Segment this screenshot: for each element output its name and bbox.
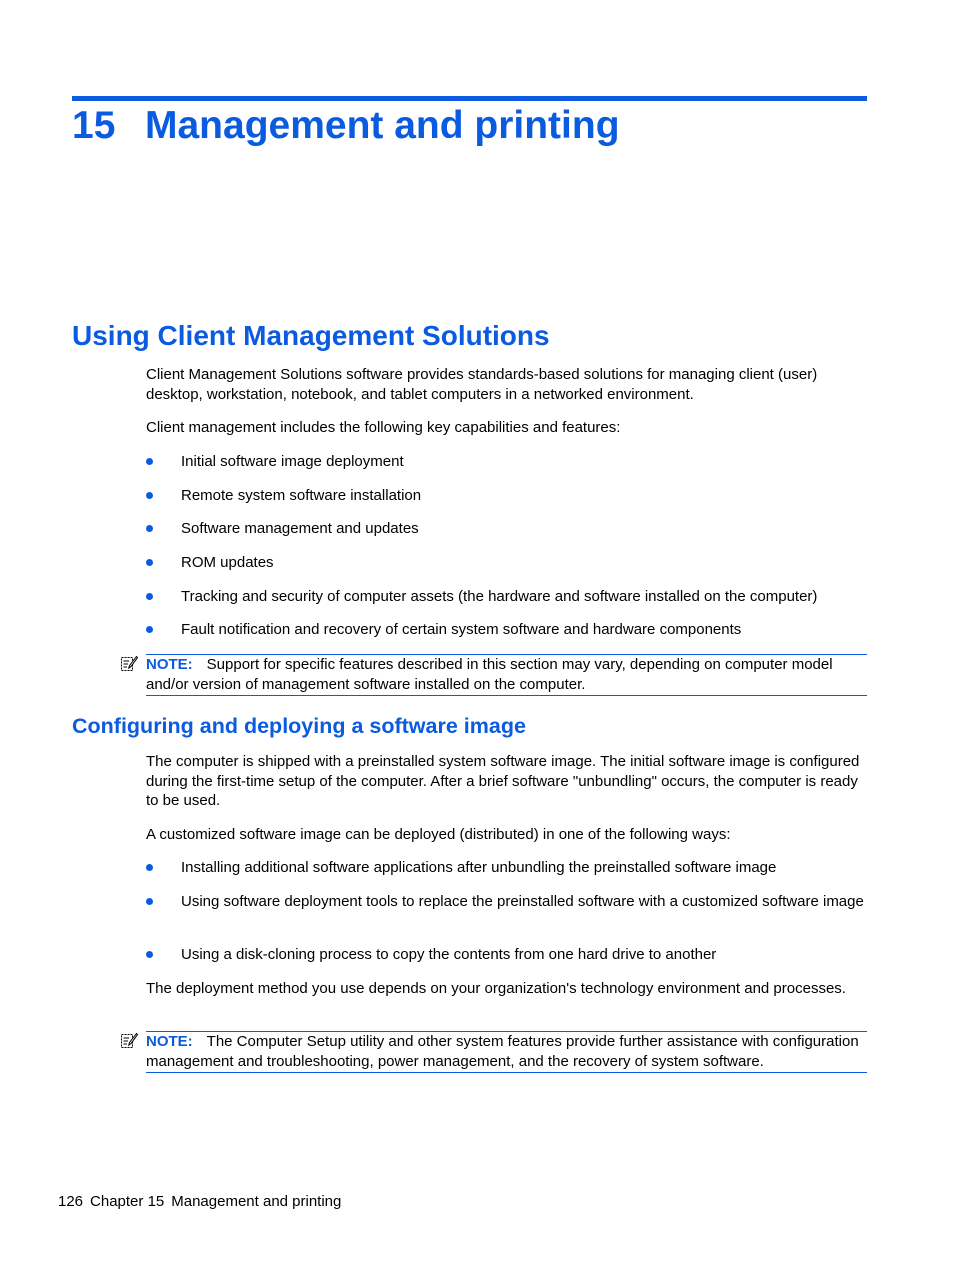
page-number: 126 bbox=[58, 1193, 84, 1210]
bullet-dot bbox=[146, 458, 153, 465]
section2-paragraph-3: The deployment method you use depends on your organization's technology environment and processes. bbox=[146, 980, 846, 997]
bullet-dot bbox=[146, 898, 153, 905]
section-heading-configuring: Configuring and deploying a software image bbox=[72, 714, 526, 738]
list-item: Software management and updates bbox=[146, 519, 870, 539]
section2-paragraph-1: The computer is shipped with a preinstalled system software image. The initial software image is configured during the first-time setup of the computer. After a brief software "unbundling" occurs, the computer is ready to be used. bbox=[146, 753, 860, 810]
chapter-number: 15 bbox=[72, 104, 116, 147]
list-item: Fault notification and recovery of certain system software and hardware components bbox=[146, 620, 870, 640]
list-item: Using software deployment tools to replace the preinstalled software with a customized software image bbox=[146, 892, 870, 912]
list-item: Installing additional software applications after unbundling the preinstalled software image bbox=[146, 858, 870, 878]
footer-chapter-title: Management and printing bbox=[171, 1193, 342, 1210]
section1-paragraph-2: Client management includes the following key capabilities and features: bbox=[146, 419, 621, 436]
chapter-title-text: Management and printing bbox=[145, 104, 620, 147]
bullet-dot bbox=[146, 626, 153, 633]
list-item: ROM updates bbox=[146, 553, 870, 573]
note-box bbox=[146, 1031, 867, 1073]
note-pencil-icon bbox=[120, 655, 138, 673]
note-text: Support for specific features described in this section may vary, depending on computer model and/or version of management software installed on the computer. bbox=[146, 656, 833, 693]
chapter-title bbox=[72, 100, 620, 152]
bullet-dot bbox=[146, 525, 153, 532]
note-box bbox=[146, 654, 867, 696]
section1-paragraph-1: Client Management Solutions software provides standards-based solutions for managing client (user) desktop, workstation, notebook, and tablet computers in a networked environment. bbox=[146, 366, 818, 403]
section-heading-client-management: Using Client Management Solutions bbox=[72, 320, 550, 351]
note-label: NOTE: bbox=[146, 1033, 193, 1050]
note-label: NOTE: bbox=[146, 656, 193, 673]
bullet-dot bbox=[146, 951, 153, 958]
bullet-dot bbox=[146, 492, 153, 499]
bullet-dot bbox=[146, 593, 153, 600]
page-footer bbox=[58, 1192, 348, 1212]
note-text: The Computer Setup utility and other system features provide further assistance with configuration management and troubleshooting, power management, and the recovery of system software. bbox=[146, 1033, 859, 1070]
footer-chapter-label: Chapter 15 bbox=[90, 1193, 165, 1210]
note-pencil-icon bbox=[120, 1032, 138, 1050]
list-item: Using a disk-cloning process to copy the contents from one hard drive to another bbox=[146, 945, 870, 965]
list-item: Remote system software installation bbox=[146, 486, 870, 506]
bullet-dot bbox=[146, 559, 153, 566]
list-item: Initial software image deployment bbox=[146, 452, 870, 472]
section2-paragraph-2: A customized software image can be deployed (distributed) in one of the following ways: bbox=[146, 826, 731, 843]
bullet-dot bbox=[146, 864, 153, 871]
list-item: Tracking and security of computer assets (the hardware and software installed on the computer) bbox=[146, 587, 870, 607]
